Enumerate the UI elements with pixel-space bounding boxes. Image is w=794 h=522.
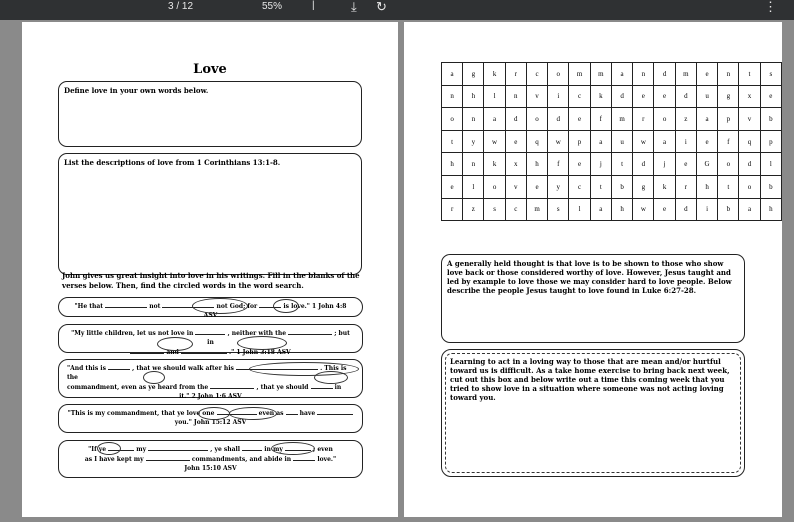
fill-blank — [108, 363, 130, 370]
verse-text: , ye shall — [210, 446, 241, 453]
luke-box — [441, 254, 745, 343]
fill-blank — [242, 444, 262, 451]
word-search-cell: e — [633, 85, 654, 108]
word-search-cell: c — [526, 63, 547, 86]
word-search-cell: b — [760, 108, 781, 131]
word-search-cell: c — [505, 198, 526, 221]
fill-blank — [210, 382, 254, 389]
word-circle — [97, 442, 121, 455]
word-search-cell: o — [442, 108, 463, 131]
word-search-cell: a — [611, 63, 632, 86]
worksheet-page-right — [404, 22, 782, 517]
verse-text: not God; for — [216, 303, 258, 310]
word-search-row — [442, 85, 782, 108]
verse-text: even as — [258, 410, 284, 417]
verse-text: , that ye should — [256, 384, 309, 391]
word-search-cell: i — [675, 130, 696, 153]
word-search-cell: u — [696, 85, 717, 108]
word-search-cell: g — [718, 85, 739, 108]
word-search-cell: d — [675, 198, 696, 221]
word-search-cell: k — [590, 85, 611, 108]
word-search-cell: s — [484, 198, 505, 221]
verse-text: , that we should walk after his — [132, 365, 234, 372]
word-circle — [143, 371, 165, 384]
word-search-cell: g — [463, 63, 484, 86]
word-search-cell: n — [505, 85, 526, 108]
word-search-cell: l — [760, 153, 781, 176]
word-search-cell: w — [484, 130, 505, 153]
word-search-cell: m — [675, 63, 696, 86]
word-search-cell: k — [654, 175, 675, 198]
page-title: Love — [193, 62, 227, 77]
word-circle — [229, 407, 277, 420]
word-search-cell: p — [569, 130, 590, 153]
word-search-cell: t — [590, 175, 611, 198]
word-search-row — [442, 198, 782, 221]
word-search-cell: t — [442, 130, 463, 153]
word-search-cell: n — [463, 108, 484, 131]
take-home-box — [441, 349, 745, 477]
word-search-cell: t — [739, 63, 760, 86]
verse-box-5 — [58, 440, 363, 478]
verse-text: in my — [264, 446, 283, 453]
word-search-cell: c — [569, 85, 590, 108]
word-search-cell: s — [760, 63, 781, 86]
word-search-row — [442, 63, 782, 86]
word-search-cell: i — [548, 85, 569, 108]
word-search-cell: a — [442, 63, 463, 86]
word-search-cell: e — [569, 108, 590, 131]
word-circle — [273, 299, 299, 313]
verse-box-3 — [58, 359, 363, 398]
word-search-cell: e — [654, 85, 675, 108]
fill-blank — [130, 347, 164, 354]
word-search-cell: z — [463, 198, 484, 221]
verse-text: commandments, and abide in — [191, 456, 292, 463]
word-search-cell: o — [526, 108, 547, 131]
verse-text: . This is the — [67, 365, 347, 381]
word-circle — [157, 337, 193, 351]
luke-prompt: A generally held thought is that love is to be shown to those who show love back or those considered worthy of love. However, Jesus taught and led by example to love those we may consider hard to love people. Below describe the people Jesus taught to love found in Luke 6:27-28. — [447, 259, 732, 295]
verse-text: "And this is — [67, 365, 106, 372]
verse-text: "He that — [74, 303, 104, 310]
word-search-cell: f — [548, 153, 569, 176]
word-search-cell: h — [463, 85, 484, 108]
verse-text: not — [149, 303, 161, 310]
word-search-cell: a — [484, 108, 505, 131]
verse-text: my — [136, 446, 147, 453]
verse-text: is love." 1 John 4:8 ASV — [203, 303, 347, 319]
word-search-cell: r — [442, 198, 463, 221]
word-search-cell: o — [654, 108, 675, 131]
word-search-cell: t — [611, 153, 632, 176]
word-search-cell: r — [675, 175, 696, 198]
word-search-cell: r — [505, 63, 526, 86]
word-search-cell: d — [505, 108, 526, 131]
word-search-cell: q — [526, 130, 547, 153]
word-search-cell: o — [548, 63, 569, 86]
word-search-cell: d — [675, 85, 696, 108]
verse-text: have — [299, 410, 316, 417]
word-search-cell: e — [675, 153, 696, 176]
word-circle — [314, 371, 348, 384]
verse-text: "My little children, let us not love in — [71, 330, 194, 337]
word-search-cell: a — [590, 198, 611, 221]
word-search-cell: n — [463, 153, 484, 176]
define-love-prompt: Define love in your own words below. — [64, 86, 209, 95]
word-search-cell: m — [526, 198, 547, 221]
word-circle — [198, 407, 230, 420]
word-search-cell: c — [569, 175, 590, 198]
page-indicator[interactable]: 3 / 12 — [168, 1, 194, 12]
viewer-toolbar — [0, 0, 794, 20]
word-search-cell: d — [654, 63, 675, 86]
word-search-cell: n — [442, 85, 463, 108]
verse-text: ." 1 John 3:18 ASV — [229, 349, 291, 356]
fill-blank — [286, 408, 298, 415]
cut-out-dashed-border — [445, 353, 741, 473]
word-search-cell: v — [505, 175, 526, 198]
word-search-cell: e — [696, 63, 717, 86]
word-search-cell: e — [654, 198, 675, 221]
word-search-grid — [441, 62, 782, 221]
fill-blank — [148, 444, 208, 451]
define-love-box — [58, 81, 362, 147]
verse-box-4 — [58, 404, 363, 433]
toolbar-separator: | — [312, 0, 315, 11]
word-search-cell: m — [590, 63, 611, 86]
word-search-row — [442, 153, 782, 176]
word-search-cell: f — [718, 130, 739, 153]
verse-text: "This is my commandment, that ye love one — [67, 410, 215, 417]
word-search-cell: w — [633, 130, 654, 153]
fill-blank — [293, 454, 315, 461]
word-search-row — [442, 175, 782, 198]
word-circle — [271, 442, 315, 455]
verse-text: , neither with the — [227, 330, 287, 337]
word-search-cell: i — [696, 198, 717, 221]
word-search-cell: o — [718, 153, 739, 176]
word-search-cell: o — [739, 175, 760, 198]
word-search-cell: b — [611, 175, 632, 198]
word-search-cell: e — [696, 130, 717, 153]
corinthians-prompt: List the descriptions of love from 1 Corinthians 13:1-8. — [64, 158, 281, 167]
take-home-prompt: Learning to act in a loving way to those that are mean and/or hurtful toward us is difficult. As a take home exercise to bring back next week, cut out this box and below write out a time this coming week that you tried to show love in a situation where someone was not acting loving toward you. — [450, 357, 730, 402]
verse-text: ; even — [313, 446, 333, 453]
download-icon[interactable]: ⤓ — [351, 0, 357, 14]
word-search-cell: m — [611, 108, 632, 131]
word-search-cell: d — [633, 153, 654, 176]
verse-text: in — [334, 384, 342, 391]
word-search-cell: h — [760, 198, 781, 221]
word-search-cell: e — [526, 175, 547, 198]
word-search-cell: b — [718, 198, 739, 221]
word-search-cell: a — [654, 130, 675, 153]
word-search-cell: w — [548, 130, 569, 153]
verse-box-2 — [58, 324, 363, 356]
rotate-icon[interactable]: ↻ — [376, 0, 387, 14]
fill-blank — [146, 454, 190, 461]
word-circle — [237, 336, 287, 350]
word-search-cell: w — [633, 198, 654, 221]
word-search-cell: a — [696, 108, 717, 131]
word-search-cell: p — [760, 130, 781, 153]
fill-blank — [317, 408, 353, 415]
zoom-level[interactable]: 55% — [262, 1, 283, 12]
word-search-cell: f — [590, 108, 611, 131]
word-search-cell: p — [718, 108, 739, 131]
word-search-cell: t — [718, 175, 739, 198]
word-search-cell: l — [569, 198, 590, 221]
word-search-cell: u — [611, 130, 632, 153]
word-search-cell: a — [590, 130, 611, 153]
word-search-cell: h — [442, 153, 463, 176]
verse-text: commandment, even as ye heard from the — [67, 384, 209, 391]
verse-text: it." 2 John 1:6 ASV — [179, 393, 242, 400]
word-search-cell: b — [760, 175, 781, 198]
word-search-cell: d — [548, 108, 569, 131]
fill-blank — [105, 301, 147, 308]
instructions-text: John gives us great insight into love in his writings. Fill in the blanks of the verses below. Then, find the circled words in the word search. — [62, 271, 360, 290]
fill-blank — [195, 328, 225, 335]
word-search-cell: s — [548, 198, 569, 221]
word-search-cell: x — [739, 85, 760, 108]
verse-text: John 15:10 ASV — [184, 465, 237, 472]
word-search-cell: k — [484, 63, 505, 86]
word-search-cell: e — [760, 85, 781, 108]
verse-text: you." John 15:12 ASV — [174, 419, 247, 426]
word-search-cell: j — [654, 153, 675, 176]
word-search-cell: m — [569, 63, 590, 86]
word-search-cell: d — [739, 153, 760, 176]
word-search-cell: r — [633, 108, 654, 131]
word-search-cell: e — [442, 175, 463, 198]
word-search-cell: j — [590, 153, 611, 176]
word-search-cell: G — [696, 153, 717, 176]
word-search-cell: g — [633, 175, 654, 198]
corinthians-box — [58, 153, 362, 275]
word-search-cell: o — [484, 175, 505, 198]
word-search-cell: n — [633, 63, 654, 86]
word-search-cell: d — [611, 85, 632, 108]
word-circle — [192, 298, 248, 314]
word-search-row — [442, 130, 782, 153]
word-search-row — [442, 108, 782, 131]
word-search-cell: y — [548, 175, 569, 198]
word-search-cell: l — [484, 85, 505, 108]
verse-text: and — [166, 349, 179, 356]
word-search-cell: n — [718, 63, 739, 86]
word-search-cell: x — [505, 153, 526, 176]
word-search-cell: e — [569, 153, 590, 176]
word-search-cell: e — [505, 130, 526, 153]
verse-text: love." — [317, 456, 337, 463]
word-search-cell: h — [611, 198, 632, 221]
verse-text: "If ye — [88, 446, 107, 453]
verse-text: as I have kept my — [84, 456, 144, 463]
worksheet-page-left — [22, 22, 398, 517]
word-search-cell: v — [526, 85, 547, 108]
more-vert-icon[interactable]: ⋮ — [764, 0, 777, 14]
word-search-cell: h — [526, 153, 547, 176]
word-search-cell: l — [463, 175, 484, 198]
word-search-cell: v — [739, 108, 760, 131]
word-search-cell: a — [739, 198, 760, 221]
verse-text: ; but in — [207, 330, 350, 346]
word-search-cell: k — [484, 153, 505, 176]
verse-box-1 — [58, 297, 363, 317]
word-search-cell: y — [463, 130, 484, 153]
word-search-cell: q — [739, 130, 760, 153]
word-search-cell: z — [675, 108, 696, 131]
fill-blank — [288, 328, 332, 335]
word-search-cell: h — [696, 175, 717, 198]
